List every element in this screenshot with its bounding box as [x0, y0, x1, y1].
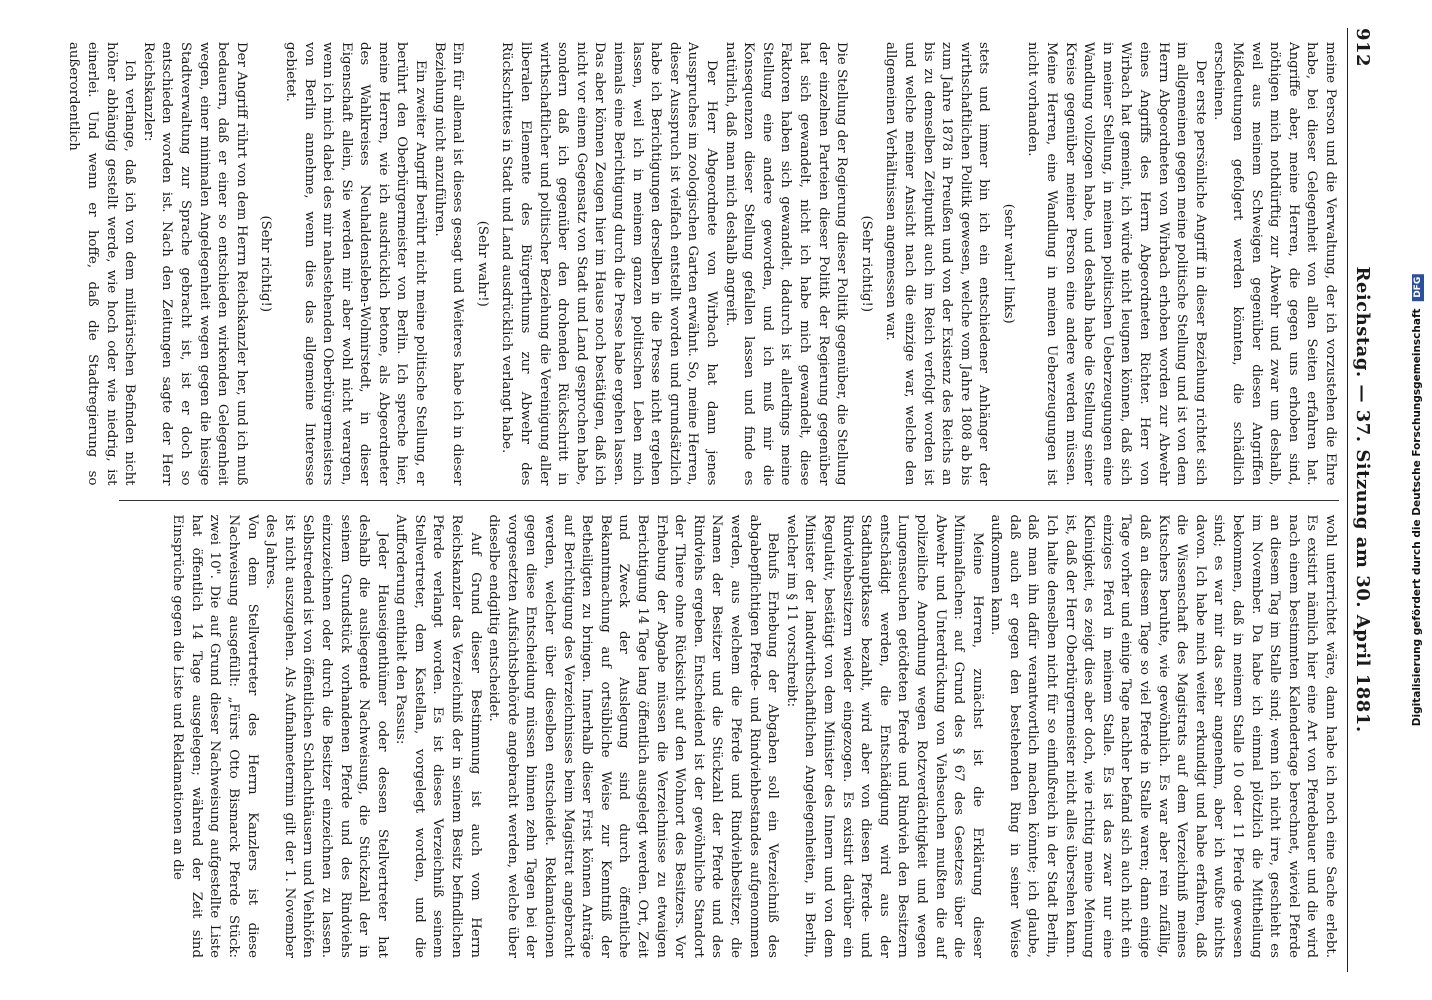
paragraph: wohl unterrichtet wäre, dann habe ich noch eine Sache erlebt. Es existirt nämlich hier eine Art von Pferdebauer und die wird nach einem bestimmten Kalendertage berechnet, wieviel Pferde an diesem Tag im Stalle sind; wenn ich nicht irre, geschieht es im November. Da habe ich einmal plötzlich die Mittheilung bekommen, daß in meinem Stalle 10 oder 11 Pferde gewesen sind; es war mir das sehr angenehm, aber ich wußte nichts davon. Ich habe mich weiter erkundigt und habe erfahren, daß die Wissenschaft des Magistrats auf dem Verzeichniß meines Kutschers beruhte, wie gewöhnlich. Es war aber rein zufällig, daß an diesem Tage so viel Pferde in Stalle waren; dann einige Tage vorher und einige Tage nachher befand sich auch nicht ein einziges Pferd in meinem Stalle. Es ist das zwar nur eine Kleinigkeit, es zeigt dies aber doch, wie richtig meine Meinung ist, daß der Herr Oberbürgermeister nicht alles übersehen kann. Ich halte denselben nicht für so einflußreich in der Stadt Berlin, daß man ihn dafür verantwortlich machen könnte; ich glaube, daß auch er gegen den bestehenden Ring in seiner Weise aufkommen kann.: [988, 514, 1338, 958]
paragraph: Der erste persönliche Angriff in dieser Beziehung richtet sich im allgemeinen gegen meine politische Stellung und ist von dem Herrn Abgeordneten von Wirbach erhoben worden zur Abwehr eines Angriffs des Herrn Abgeordneten Richter. Herr von Wirbach hat gemeint, ich würde nicht leugnen können, daß sich in meiner Stellung, in meinen politischen Ueberzeugungen eine Wandlung vollzogen habe, und deshalb habe die Stellung seiner Kreise gegenüber meiner Person eine andere werden müssen. Meine Herren, eine Wandlung in meinen Ueberzeugungen ist nicht vorhanden.: [1025, 42, 1208, 486]
paragraph: Die Stellung der Regierung dieser Politik gegenüber, die Stellung der einzelnen Parteien dieser Politik der Regierung gegenüber hat sich gewandelt, nicht ich habe mich gewandelt, diese Faktoren haben sich gewandelt, dadurch ist allerdings meine Stellung eine andere geworden, und ich muß mir die Konsequenzen dieser Stellung gefallen lassen und finde es natürlich, daß man mich deshalb angreift.: [722, 42, 850, 486]
funding-note-text: Digitalisierung gefördert durch die Deutsche Forschungsgemeinschaft: [1411, 308, 1423, 727]
left-column: [66, 28, 1339, 500]
paragraph: Jeder Hauseigenthümer oder dessen Stellvertreter hat deshalb die ausliegende Nachweisung, die Stückzahl der in seinem Grundstück vorhandenen Pferde und des Rindviehs einzuzeichnen oder durch die Besitzer einzeichnen zu lassen. Selbstredend ist von öffentlichen Schlachthäusern und Viehhöfen ist nicht auszugehen. Als Aufnahmetermin gilt der 1. November des Jahres.: [263, 514, 390, 958]
interjection: (Sehr richtig!): [258, 215, 274, 313]
paragraph: Von dem Stellvertreter des Herrn Kanzlers ist diese Nachweisung ausgefüllt: „Fürst Otto Bismarck Pferde Stück: zwei 10". Die auf Grund dieser Nachweisung aufgestellte Liste hat öffentlich 14 Tage ausgelegen; während der Zeit sind Einsprüche gegen die Liste und Reklamationen an die: [170, 514, 260, 958]
document-page: [51, 10, 1381, 990]
interjection: (Sehr richtig!): [858, 215, 874, 313]
paragraph: Ich verlange, daß ich von dem militärischen Befinden nicht höher abhängig gestellt werde, wie hoch oder wie niedrig, ist einerlei. Und wenn er hoffe, daß die Stadtregierung so außerordentlich: [66, 42, 138, 486]
dfg-logo: DFG: [1412, 274, 1424, 301]
text-columns: [66, 28, 1339, 972]
interjection: (sehr wahr! links): [1000, 203, 1016, 324]
paragraph: meine Person und die Verwaltung, der ich vorzustehen die Ehre habe, bei dieser Gelegenheit von allen Seiten erfahren hat. Angriffe aber, meine Herren, die gegen uns erhoben sind, nöthigen mich nothdürftig zur Abwehr und zwar um deshalb, weil aus meinem Schweigen gegenüber diesen Angriffen Mißdeutungen gefolgert werden könnten, die schädlich erscheinen.: [1211, 42, 1338, 486]
page-title: Reichstag. — 37. Sitzung am 30. April 1881.: [1352, 266, 1373, 733]
paragraph: Der Herr Abgeordnete von Wirbach hat dann jenes Ausspruches im zoologischen Garten erwähnt. So, meine Herren, dieser Ausspruch ist vielfach entstellt worden und grundsätzlich habe ich Berichtigungen derselben in die Presse nicht ergehen lassen, weil ich in meinem ganzen politischen Leben mich niemals eine Berichtigung durch die Presse habe ergehen lassen. Das aber können Zeugen hier im Hause noch bestätigen, daß ich nicht vor einem Gegensatz von Stadt und Land gesprochen habe, sondern daß ich gegenüber den drohenden Rückschritt in wirthschaftlicher und politischer Beziehung die Vereinigung aller liberalen Elemente des Bürgerthums zur Abwehr des Rückschrittes in Stadt und Land ausdrücklich verlangt habe.: [499, 42, 719, 486]
interjection: (Sehr wahr!): [474, 220, 490, 307]
paragraph: stets und immer bin ich ein entschiedener Anhänger der wirthschaftlichen Politik gewesen, welche vom Jahre 1808 ab bis zum Jahre 1878 in Preußen und von der Existenz des Reichs an bis zu demselben Zeitpunkt auch im Reich verfolgt worden ist und welche meiner Ansicht nach die einzige war, welche den allgemeinen Verhältnissen angemessen war.: [883, 42, 992, 486]
right-column: [119, 500, 1339, 973]
paragraph: Auf Grund dieser Bestimmung ist auch vom Herrn Reichskanzler das Verzeichniß der in seinem Besitz befindlichen Pferde verlangt worden. Es ist dieses Verzeichniß seinem Stellvertreter, dem Kastellan, vorgelegt worden, und die Aufforderung enthielt den Passus:: [393, 514, 483, 958]
page-header: [1347, 28, 1373, 972]
paragraph: Behufs Erhebung der Abgaben soll ein Verzeichniß des abgabepflichtigen Pferde- und Rindviehbestandes aufgenommen werden, aus welchem die Pferde und Rindviehbesitzer, die Namen der Besitzer und die Stückzahl der Pferde und des Rindviehs ergeben. Entscheidend ist der gewöhnliche Standort der Thiere ohne Rücksicht auf den Wohnort des Besitzers. Vor Erhebung der Abgabe müssen die Verzeichnisse zu etwaigen Berichtigung 14 Tage lang öffentlich ausgelegt werden. Ort, Zeit und Zweck der Auslegung sind durch öffentliche Bekanntmachung auf ortsübliche Weise zur Kenntniß der Betheiligten zu bringen. Innerhalb dieser Frist können Anträge auf Berichtigung des Verzeichnisses beim Magistrat angebracht werden, welcher über dieselben entscheidet. Reklamationen gegen diese Entscheidung müssen binnen zehn Tagen bei der vorgesetzten Aufsichtsbehörde angebracht werden, welche über dieselbe endgiltig entscheidet.: [486, 514, 781, 958]
paragraph: Ein für allemal ist dieses gesagt und Weiteres habe ich in dieser Beziehung nicht anzuführen.: [431, 42, 466, 486]
funding-note: [1404, 0, 1430, 1000]
paragraph: Meine Herren, zunächst ist die Erklärung dieser Minimalfachen: auf Grund des § 67 des Gesetzes über die Abwehr und Unterdrückung von Viehseuchen mußten die auf polizeiliche Anordnung wegen Rotzverdächtigkeit und wegen Lungenseuchen getödteten Pferde und Rindvieh den Besitzern entschädigt werden, die Entschädigung wird aus der Stadthauptkasse bezahlt, wird aber von diesen Pferde- und Rindviehbesitzern wieder eingezogen. Es existirt darüber ein Regulativ, bestätigt von dem Minister des Innern und von dem Minister der landwirthschaftlichen Angelegenheiten, in Berlin, welcher im § 11 vorschreibt:: [783, 514, 985, 958]
paragraph: Der Angriff rührt von dem Herrn Reichskanzler her, und ich muß bedauern, daß er einer so entschieden wirkenden Gelegenheit wegen, einer minimalen Angelegenheit wegen gegen die hiesige Stadtverwaltung zur Sprache gebracht ist, ist er doch so entschieden worden ist. Nach den Zeitungen sagte der Herr Reichskanzler:: [140, 42, 249, 486]
paragraph: Ein zweiter Angriff berührt nicht meine politische Stellung, er berührt den Oberbürgermeister von Berlin. Ich spreche hier, meine Herren, wie ich ausdrücklich betone, als Abgeordneter des Wahlkreises Neuhaldensleben-Wolmirstedt, in dieser Eigenschaft allein, Sie werden mir aber wohl nicht verargen, wenn ich mich dabei des mir nahestehenden Oberbürgermeisters von Berlin annehme, wenn dies das allgemeine Interesse gebietet.: [282, 42, 429, 486]
page-number: 912: [1352, 28, 1373, 68]
